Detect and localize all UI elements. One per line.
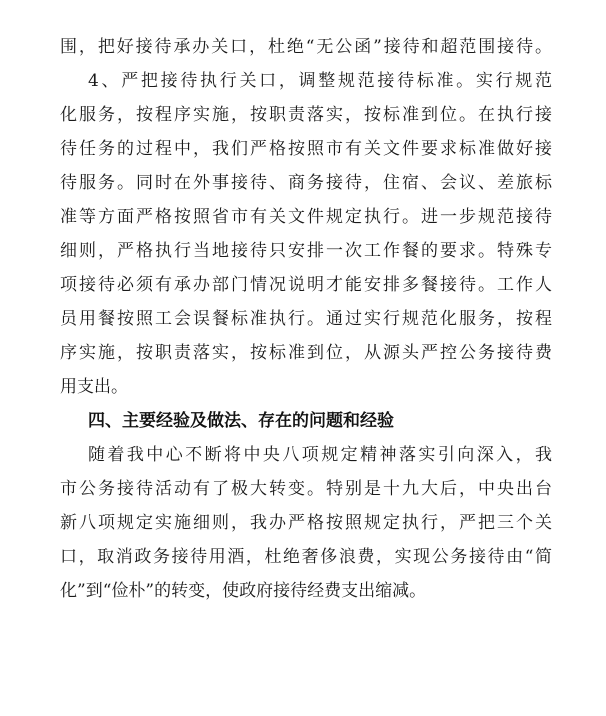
section-heading: 四、主要经验及做法、存在的问题和经验 xyxy=(88,411,394,431)
paragraph-4-line: 序实施，按职责落实，按标准到位，从源头严控公务接待费 xyxy=(60,343,552,363)
paragraph-5-line: 口，取消政务接待用酒，杜绝奢侈浪费，实现公务接待由“简 xyxy=(60,547,552,567)
paragraph-4-line: 用支出。 xyxy=(60,377,128,397)
paragraph-4-line: 员用餐按照工会误餐标准执行。通过实行规范化服务，按程 xyxy=(60,309,552,329)
paragraph-4-line: 待任务的过程中，我们严格按照市有关文件要求标准做好接 xyxy=(60,139,552,159)
paragraph-5-line: 市公务接待活动有了极大转变。特别是十九大后，中央出台 xyxy=(60,479,552,499)
paragraph-3-line: 围，把好接待承办关口，杜绝“无公函”接待和超范围接待。 xyxy=(60,37,552,57)
paragraph-4-line: 待服务。同时在外事接待、商务接待，住宿、会议、差旅标 xyxy=(60,173,552,193)
paragraph-4-line: 化服务，按程序实施，按职责落实，按标准到位。在执行接 xyxy=(60,105,552,125)
paragraph-5-line: 新八项规定实施细则，我办严格按照规定执行，严把三个关 xyxy=(60,513,552,533)
paragraph-5-line: 随着我中心不断将中央八项规定精神落实引向深入，我 xyxy=(88,445,552,465)
paragraph-5-line: 化”到“俭朴”的转变，使政府接待经费支出缩减。 xyxy=(60,581,427,601)
paragraph-4-line: 细则，严格执行当地接待只安排一次工作餐的要求。特殊专 xyxy=(60,241,552,261)
paragraph-4-line: 4、严把接待执行关口，调整规范接待标准。实行规范 xyxy=(88,71,552,91)
paragraph-4-line: 项接待必须有承办部门情况说明才能安排多餐接待。工作人 xyxy=(60,275,552,295)
paragraph-4-line: 准等方面严格按照省市有关文件规定执行。进一步规范接待 xyxy=(60,207,552,227)
